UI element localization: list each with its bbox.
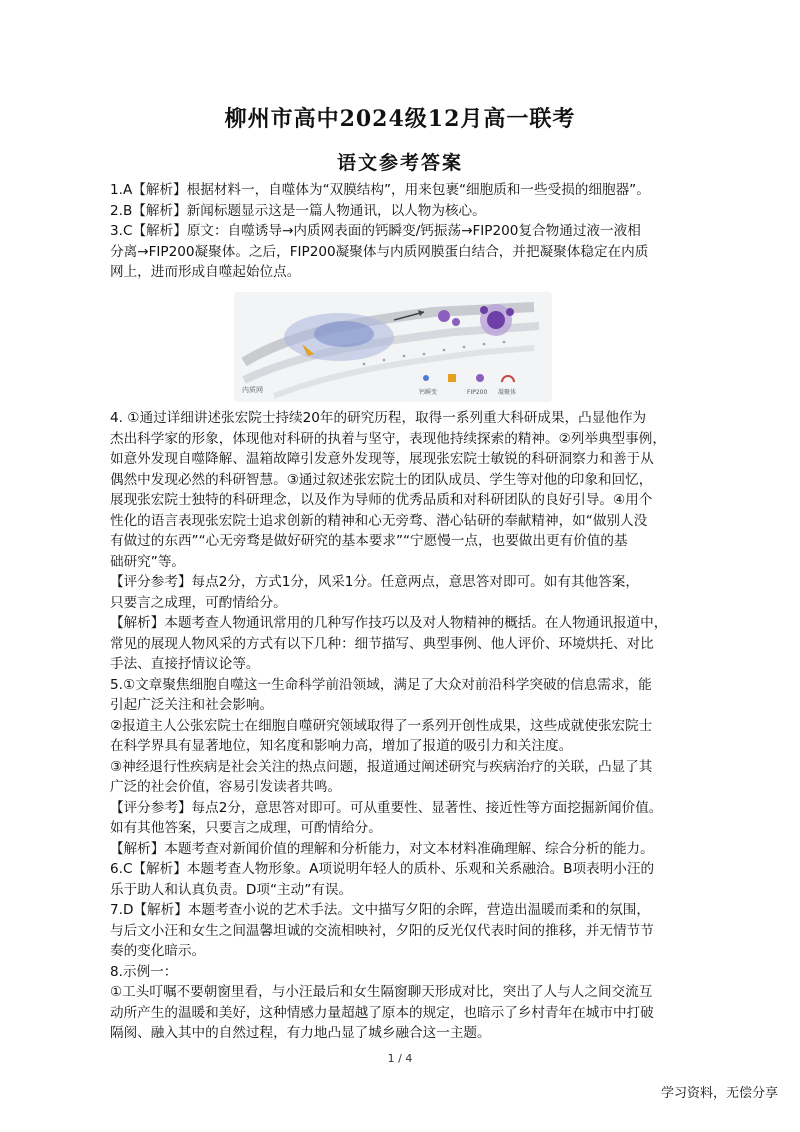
text-line: 2.B【解析】新闻标题显示这是一篇人物通讯，以人物为核心。 xyxy=(110,202,486,219)
text-line: ①工头叮嘱不要朝窗里看，与小汪最后和女生隔窗聊天形成对比，突出了人与人之间交流互 xyxy=(110,984,653,1000)
figure-label: 凝聚体 xyxy=(498,389,517,396)
text-line: 如意外发现自噬降解、温箱故障引发意外发现等，展现张宏院士敏锐的科研洞察力和善于从 xyxy=(110,451,654,467)
figure-label: 钙瞬变 xyxy=(419,389,438,396)
text-line: ③神经退行性疾病是社会关注的热点问题，报道通过阐述研究与疾病治疗的关联，凸显了其 xyxy=(110,758,653,775)
text-line: 在科学界具有显著地位，知名度和影响力高，增加了报道的吸引力和关注度。 xyxy=(110,738,573,754)
text-line: 【评分参考】每点2分，意思答对即可。可从重要性、显著性、接近性等方面挖掘新闻价值。 xyxy=(110,799,663,816)
text-line: 3.C【解析】原文：自噬诱导→内质网表面的钙瞬变/钙振荡→FIP200复合物通过液一液相 xyxy=(110,223,641,239)
text-line: 性化的语言表现张宏院士追求创新的精神和心无旁骛、潜心钻研的奉献精神，如“做别人没 xyxy=(110,512,648,529)
text-line: 7.D【解析】本题考查小说的艺术手法。文中描写夕阳的余晖，营造出温暖而柔和的氛围， xyxy=(110,902,650,918)
text-line: 【解析】本题考查人物通讯常用的几种写作技巧以及对人物精神的概括。在人物通讯报道中， xyxy=(110,615,668,631)
text-line: 有做过的东西”“心无旁骛是做好研究的基本要求”“宁愿慢一点，也要做出更有价值的基 xyxy=(110,533,628,549)
text-line: 手法、直接抒情议论等。 xyxy=(110,656,260,672)
figure-label: 内质网 xyxy=(242,386,263,394)
answers-part-1 xyxy=(110,180,695,283)
text-line: 8.示例一： xyxy=(110,963,178,980)
answers-part-2 xyxy=(110,408,695,1044)
text-line: 杰出科学家的形象，体现他对科研的执着与坚守，表现他持续探索的精神。②列举典型事例， xyxy=(110,430,666,447)
text-line: 5.①文章聚焦细胞自噬这一生命科学前沿领域，满足了大众对前沿科学突破的信息需求，能 xyxy=(110,676,652,693)
text-line: 引起广泛关注和社会影响。 xyxy=(110,697,274,713)
text-line: 如有其他答案，只要言之成理，可酌情给分。 xyxy=(110,820,382,836)
autophagy-diagram xyxy=(234,292,552,402)
page-number: 1 / 4 xyxy=(387,1052,413,1065)
figure-label: FIP200 xyxy=(467,389,488,396)
text-line: 【解析】本题考查对新闻价值的理解和分析能力，对文本材料准确理解、综合分析的能力。 xyxy=(110,840,654,857)
text-line: 与后文小汪和女生之间温馨坦诚的交流相映衬，夕阳的反光仅代表时间的推移，并无情节节 xyxy=(110,922,654,939)
text-line: 1.A【解析】根据材料一，自噬体为“双膜结构”，用来包裹“细胞质和一些受损的细胞器”。 xyxy=(110,182,650,198)
text-line: 展现张宏院士独特的科研理念，以及作为导师的优秀品质和对科研团队的良好引导。④用个 xyxy=(110,492,653,508)
text-line: 6.C【解析】本题考查人物形象。A项说明年轻人的质朴、乐观和关系融洽。B项表明小汪的 xyxy=(110,861,655,877)
text-line: 分离→FIP200凝聚体。之后，FIP200凝聚体与内质网膜蛋白结合，并把凝聚体稳定在内质 xyxy=(110,243,649,260)
footer-note: 学习资料，无偿分享 xyxy=(660,1086,778,1101)
text-line: 乐于助人和认真负责。D项“主动”有误。 xyxy=(110,881,353,898)
text-line: 网上，进而形成自噬起始位点。 xyxy=(110,264,301,280)
text-line: 常见的展现人物风采的方式有以下几种：细节描写、典型事例、他人评价、环境烘托、对比 xyxy=(110,635,654,652)
text-line: 础研究”等。 xyxy=(110,553,186,570)
document-subtitle: 语文参考答案 xyxy=(336,152,463,174)
text-line: 只要言之成理，可酌情给分。 xyxy=(110,594,287,611)
text-line: 隔阂、融入其中的自然过程，有力地凸显了城乡融合这一主题。 xyxy=(110,1025,491,1041)
document-title: 柳州市高中2024级12月高一联考 xyxy=(224,106,576,132)
text-line: 【评分参考】每点2分，方式1分，风采1分。任意两点，意思答对即可。如有其他答案， xyxy=(110,574,639,590)
text-line: ②报道主人公张宏院士在细胞自噬研究领域取得了一系列开创性成果，这些成就使张宏院士 xyxy=(110,717,653,734)
text-line: 4. ①通过详细讲述张宏院士持续20年的研究历程，取得一系列重大科研成果，凸显他作为 xyxy=(110,410,647,426)
text-line: 奏的变化暗示。 xyxy=(110,943,206,959)
text-line: 偶然中发现必然的科研智慧。③通过叙述张宏院士的团队成员、学生等对他的印象和回忆， xyxy=(110,471,653,488)
text-line: 动所产生的温暖和美好，这种情感力量超越了原本的规定，也暗示了乡村青年在城市中打破 xyxy=(110,1004,654,1021)
text-line: 广泛的社会价值，容易引发读者共鸣。 xyxy=(110,779,342,795)
